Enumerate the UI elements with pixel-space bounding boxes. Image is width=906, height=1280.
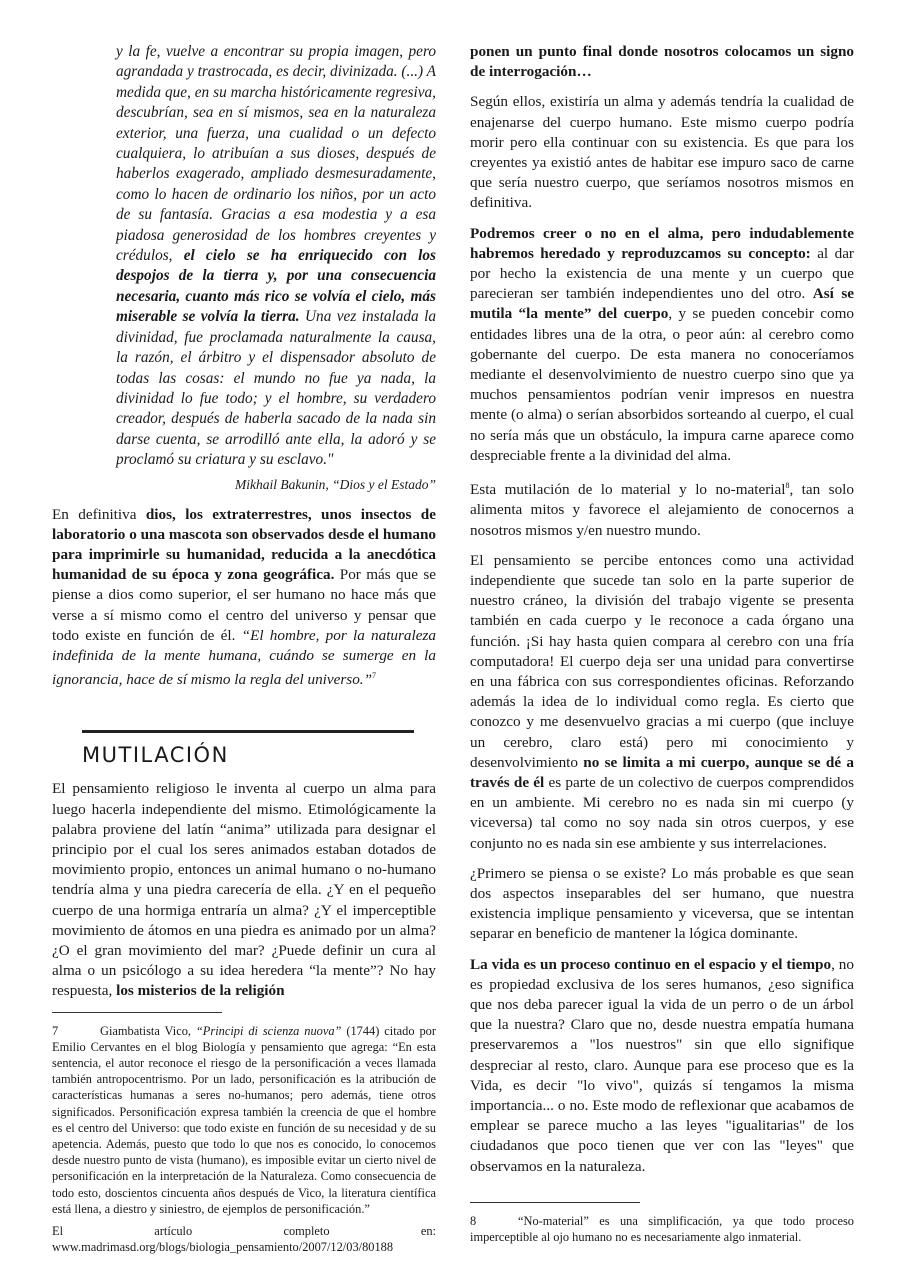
paragraph-pensamiento: [470, 551, 854, 854]
para-text: En definitiva: [52, 505, 146, 523]
footnote-7: [52, 1023, 436, 1217]
footnote-divider: [52, 1012, 222, 1013]
paragraph-segun-ellos: Según ellos, existiría un alma y además tendría la cualidad de enajenarse del cuerpo humano. Este mismo cuerpo podría morir pero ella continuar con su existencia. Es que para los creyentes ya existió antes de habitar ese impuro saco de carne que sería nuestro cuerpo, que seríamos nosotros mismos en definitiva.: [470, 93, 854, 212]
para-text: El pensamiento se percibe entonces como una actividad independiente que sucede tan solo en la parte superior de nuestro cráneo, la división del trabajo vigente se presenta también en cada cuerpo y le reconoce a cada órgano una función. ¡Si hay hasta quien compara al cerebro con una fría computadora! El cuerpo deja ser una unidad para convertirse en una fábrica con sus correspondientes oficinas. Reforzando además la idea de lo individual como regla. Es cierto que conozco y me desenvuelvo gracias a mi cuerpo (que incluye un cerebro, claro está) pero mi conocimiento y desenvolvimiento: [470, 551, 854, 771]
para-text: Por más que se piense a dios como superior, el ser humano no hace más que verse a sí mismo como el centro del universo y pensar que todo existe en función de él.: [52, 566, 436, 644]
footnote-number: 8: [470, 1214, 477, 1228]
footnote-text: Giambatista Vico,: [100, 1023, 196, 1038]
footnote-8: [470, 1213, 854, 1245]
section-divider: [82, 730, 414, 733]
left-column: [52, 42, 436, 1256]
footnote-text: (1744) citado por Emilio Cervantes en el blog Biología y pensamiento que agrega: “En esta sentencia, el autor reconoce el riesgo de la personificación a veces llamada también antropocentrismo. Por un lado, personificación es la atribución de características humanas a seres no-humanos; pero además, tiene otros significados. Personificación expresa también la creencia de que el hombre es el centro del Universo: que todo existe en función de su necesidad y de su apetencia. Además, puesto que todo lo que nos es conocido, lo conocemos desde nuestro punto de vista (humano), es imposible evitar un cierto nivel de personificación en la interpretación de la Naturaleza. Como consecuencia de todo esto, doscientos cincuenta años después de Vico, la literatura científica está llena, a diestro y siniestro, de ejemplos de personificación.”: [52, 1023, 436, 1216]
para-text: es parte de un colectivo de cuerpos comprendidos en un ambiente. Mi cerebro no es nada sin mi cuerpo (y viceversa) tal como no soy nada sin otros cuerpos, y ese conjunto no es nada sin ese ambiente y sus interrelaciones.: [470, 773, 854, 852]
para-text: , no es propiedad exclusiva de los seres humanos, ¿eso significa que nos deba parecer igual la vida de un perro o de un árbol que la nuestra? Claro que no, desde nuestra empatía humana preservaremos a "los nuestros" sin que ello signifique despreciar al resto, claro. Aunque para ese proceso que es la Vida, es decir "lo vivo", quizás sí tengamos la misma importancia... o no. Este modo de reflexionar que acabamos de emplear se parece mucho a las leyes "igualitarias" de los ciudadanos que poco tienen que ver con las "leyes" que observamos en la naturaleza.: [470, 955, 854, 1175]
para-bold: dios, los extraterrestres, unos insectos de laboratorio o una mascota son observados desde el humano para imprimirle su humanidad, reducida a la anecdótica humanidad de su época y zona geográfica.: [52, 505, 436, 584]
para-bold: no se limita a mi cuerpo, aunque se dé a través de él: [470, 753, 854, 791]
para-text: al dar por hecho la existencia de una mente y un cuerpo que parecieran ser también independientes uno del otro.: [470, 244, 854, 303]
footnote-ref-7: 7: [372, 671, 377, 681]
paragraph-mutilacion: [52, 779, 436, 1001]
footnote-divider: [470, 1202, 640, 1203]
para-italic: “El hombre, por la naturaleza indefinida de la mente humana, cuándo se sumerge en la ignorancia, hace de sí mismo la regla del universo.”: [52, 626, 436, 689]
quote-text-end: Una vez instalada la divinidad, fue proclamada naturalmente la causa, la razón, el árbitro y el dispensador absoluto de todas las cosas: el mundo no fue ya nada, la divinidad lo fue todo; y el hombre, su verdadero creador, después de haberla sacado de la nada sin darse cuenta, se arrodilló ante ella, la adoró y se proclamó su criatura y su esclavo.": [116, 308, 436, 469]
paragraph-interrogacion: ponen un punto final donde nosotros colocamos un signo de interrogación…: [470, 43, 854, 81]
para-text: , y se pueden concebir como entidades libres una de la otra, o peor aún: al cerebro como gobernante del cuerpo. De esta manera no conoceríamos mediante el desenvolvimiento de nuestro cuerpo sino que ya muchos pensamientos podrían venir impresos en nuestra mente (o alma) o serían absorbidos sorteando al cuerpo, el cual no sería más que un obstáculo, la impura carne aparece como despreciable frente a la divinidad del alma.: [470, 305, 855, 464]
para-bold: los misterios de la religión: [116, 982, 285, 1000]
right-footnotes: [470, 1202, 854, 1245]
paragraph-esta-mutilacion: [470, 476, 854, 541]
quote-bold-text: el cielo se ha enriquecido con los despojos de la tierra y, por una consecuencia necesaria, cuanto más rico se volvía el cielo, más miserable se volvía la tierra.: [116, 247, 436, 326]
para-text: Esta mutilación de lo material y lo no-material: [470, 481, 786, 499]
paragraph-primero: ¿Primero se piensa o se existe? Lo más probable es que sean dos aspectos inseparables del ser humano, que nuestra existencia implique pensamiento y viceversa, que se intentan separar en beneficio de mantener la lógica dominante.: [470, 864, 854, 943]
right-column: [470, 42, 854, 1177]
para-bold: La vida es un proceso continuo en el espacio y el tiempo: [470, 955, 832, 973]
footnote-number: 7: [52, 1023, 59, 1038]
paragraph-vida: [470, 955, 854, 1177]
paragraph-podremos: [470, 224, 854, 466]
footnote-ref-8: 8: [785, 481, 790, 491]
footnote-title: “Principi di scienza nuova”: [195, 1023, 342, 1038]
paragraph-definitiva: [52, 505, 436, 691]
para-bold: Así se mutila “la mente” del cuerpo: [470, 285, 854, 323]
para-text: , tan solo alimenta mitos y favorece el alejamiento de conocernos a nosotros mismos y/en nuestro mundo.: [470, 481, 854, 539]
para-bold: Podremos creer o no en el alma, pero indudablemente habremos heredado y reproduzcamos su concepto:: [470, 224, 854, 262]
footnote-7-link: El artículo completo en: www.madrimasd.org/blogs/biologia_pensamiento/2007/12/03/80188: [52, 1224, 436, 1255]
footnote-text: “No-material” es una simplificación, ya que todo proceso imperceptible al ojo humano no es necesariamente algo inmaterial.: [470, 1214, 854, 1245]
section-heading: MUTILACIÓN: [82, 743, 229, 768]
quote-text: y la fe, vuelve a encontrar su propia imagen, pero agrandada y trastrocada, es decir, divinizada. (...) A medida que, en su marcha históricamente regresiva, descubrían, sea en sí mismos, sea en la naturaleza exterior, una fuerza, una cualidad o un defecto cualquiera, lo atribuían a sus dioses, después de haberlos exagerado, ampliado desmesuradamente, como lo hacen de ordinario los niños, por un acto de su fantasía. Gracias a esa modestia y a esa piadosa generosidad de los hombres creyentes y crédulos,: [116, 43, 436, 265]
bakunin-quote: [116, 42, 436, 471]
quote-attribution: Mikhail Bakunin, “Dios y el Estado”: [235, 476, 436, 492]
para-text: El pensamiento religioso le inventa al cuerpo un alma para luego hacerla independiente del mismo. Etimológicamente la palabra proviene del latín “anima” utilizada para designar el principio por el cual los seres animados estaban dotados de movimiento propio, entonces un animal humano o no-humano tendría alma y una piedra carecería de ella. ¿Y en el pequeño cuerpo de una hormiga entraría un alma? ¿Y el imperceptible movimiento de átomos en una piedra es animado por un alma? ¿O el gran movimiento del mar? ¿Puede definir un cura al alma o un psicólogo a su idea heredera “la mente”? No hay respuesta,: [52, 780, 436, 1000]
